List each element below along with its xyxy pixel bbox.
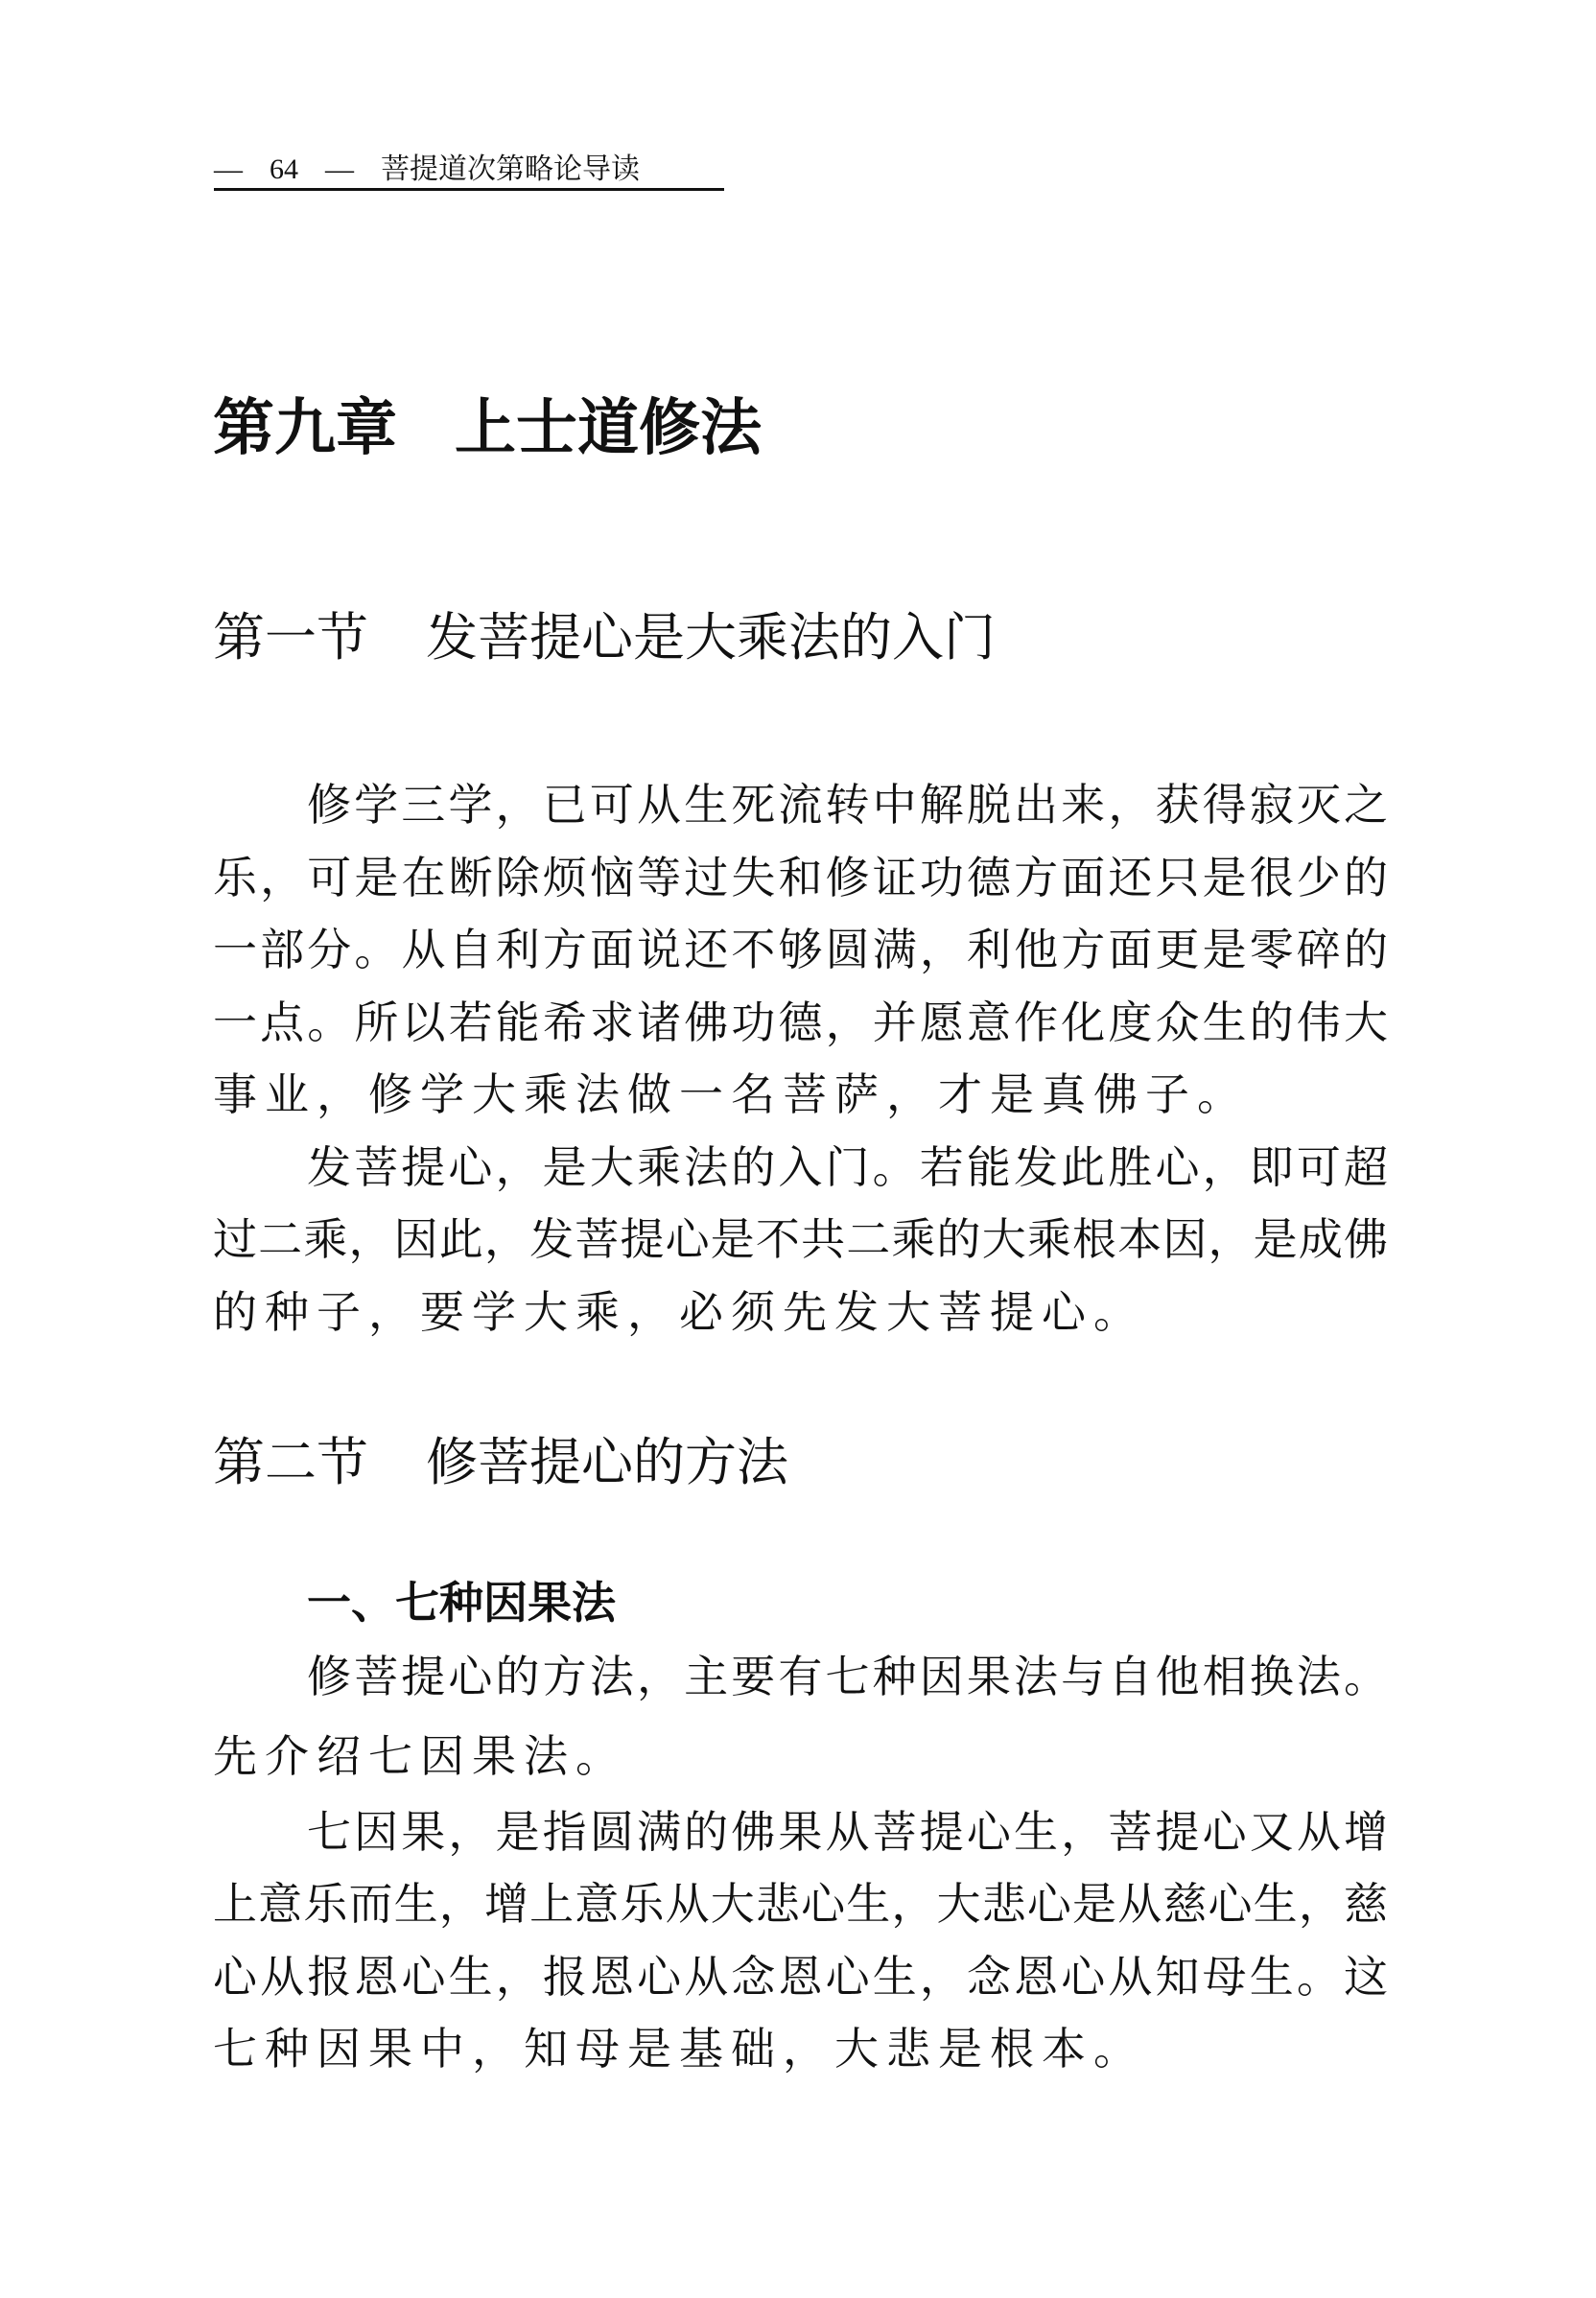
text-line: 乐，可是在断除烦恼等过失和修证功德方面还只是很少的	[213, 852, 1388, 903]
text-line: 发菩提心，是大乘法的入门。若能发此胜心，即可超	[307, 1141, 1388, 1193]
text-line: 七因果，是指圆满的佛果从菩提心生，菩提心又从增	[307, 1806, 1388, 1858]
chapter-number: 第九章	[213, 392, 397, 464]
text-line: 上意乐而生，增上意乐从大悲心生，大悲心是从慈心生，慈	[213, 1878, 1388, 1930]
text-line: 事业，修学大乘法做一名菩萨，才是真佛子。	[213, 1068, 1249, 1120]
text-line: 心从报恩心生，报恩心从念恩心生，念恩心从知母生。这	[213, 1951, 1388, 2003]
text-line: 修学三学，已可从生死流转中解脱出来，获得寂灭之	[307, 779, 1388, 831]
header-rule	[214, 188, 724, 191]
text-line: 过二乘，因此，发菩提心是不共二乘的大乘根本因，是成佛	[213, 1213, 1388, 1265]
section-heading-1	[213, 607, 1388, 668]
section-number: 第二节	[213, 1432, 368, 1492]
chapter-title	[213, 392, 1388, 464]
running-header	[214, 152, 789, 188]
book-title: 菩提道次第略论导读	[381, 153, 640, 185]
text-line: 修菩提心的方法，主要有七种因果法与自他相换法。	[307, 1651, 1388, 1702]
text-line: 的种子，要学大乘，必须先发大菩提心。	[213, 1286, 1145, 1338]
page-number: 64	[270, 153, 298, 185]
section-heading-2	[213, 1432, 1388, 1493]
text-line: 一点。所以若能希求诸佛功德，并愿意作化度众生的伟大	[213, 997, 1388, 1048]
header-dash: —	[214, 153, 243, 185]
text-line: 七种因果中，知母是基础，大悲是根本。	[213, 2023, 1145, 2075]
text-line: 先介绍七因果法。	[213, 1730, 627, 1782]
header-dash: —	[325, 153, 354, 185]
section-title: 发菩提心是大乘法的入门	[426, 607, 996, 668]
section-title: 修菩提心的方法	[426, 1432, 788, 1492]
text-line: 一部分。从自利方面说还不够圆满，利他方面更是零碎的	[213, 924, 1388, 975]
subheading: 一、七种因果法	[307, 1577, 616, 1629]
chapter-name: 上士道修法	[455, 392, 762, 464]
section-number: 第一节	[213, 607, 368, 668]
